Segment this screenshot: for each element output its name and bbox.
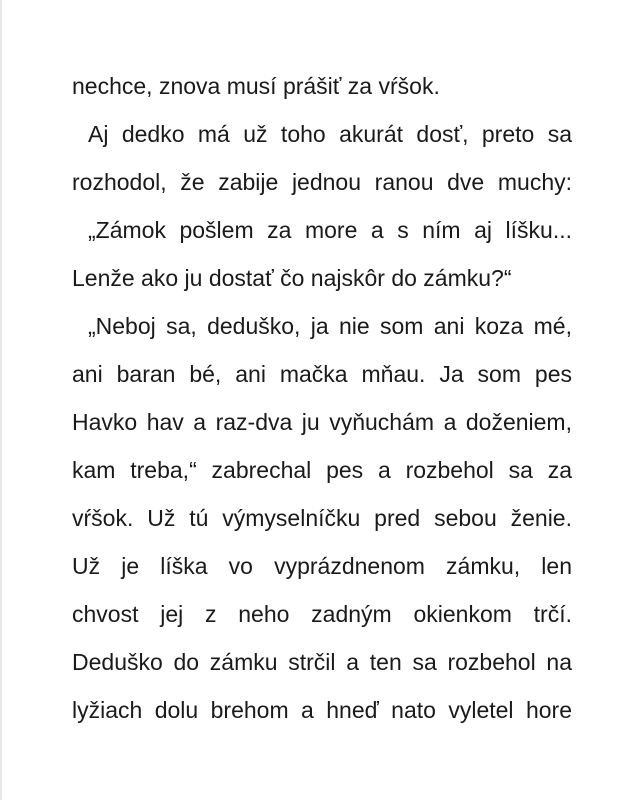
text-line: „Zámok pošlem za more a s ním aj líšku... <box>88 217 572 243</box>
text-line: chvost jej z neho zadným okienkom trčí. <box>72 601 572 627</box>
text-line: Havko hav a raz-dva ju vyňuchám a doženiem, <box>72 409 572 435</box>
text-line: Deduško do zámku strčil a ten sa rozbehol na <box>72 649 572 675</box>
body-text <box>72 62 572 734</box>
text-line: kam treba,“ zabrechal pes a rozbehol sa za <box>72 457 572 483</box>
text-line: Už je líška vo vyprázdnenom zámku, len <box>72 553 572 579</box>
text-line: rozhodol, že zabije jednou ranou dve muchy: <box>72 169 572 195</box>
text-line: Aj dedko má už toho akurát dosť, preto sa <box>88 121 572 147</box>
text-line: vŕšok. Už tú výmyselníčku pred sebou ženie. <box>72 505 572 531</box>
text-line: Lenže ako ju dostať čo najskôr do zámku?“ <box>72 265 512 291</box>
text-line: nechce, znova musí prášiť za vŕšok. <box>72 73 440 99</box>
page-edge <box>0 0 2 800</box>
text-line: lyžiach dolu brehom a hneď nato vyletel hore <box>72 697 572 723</box>
text-line: ani baran bé, ani mačka mňau. Ja som pes <box>72 361 572 387</box>
text-line: „Neboj sa, deduško, ja nie som ani koza mé, <box>88 313 572 339</box>
